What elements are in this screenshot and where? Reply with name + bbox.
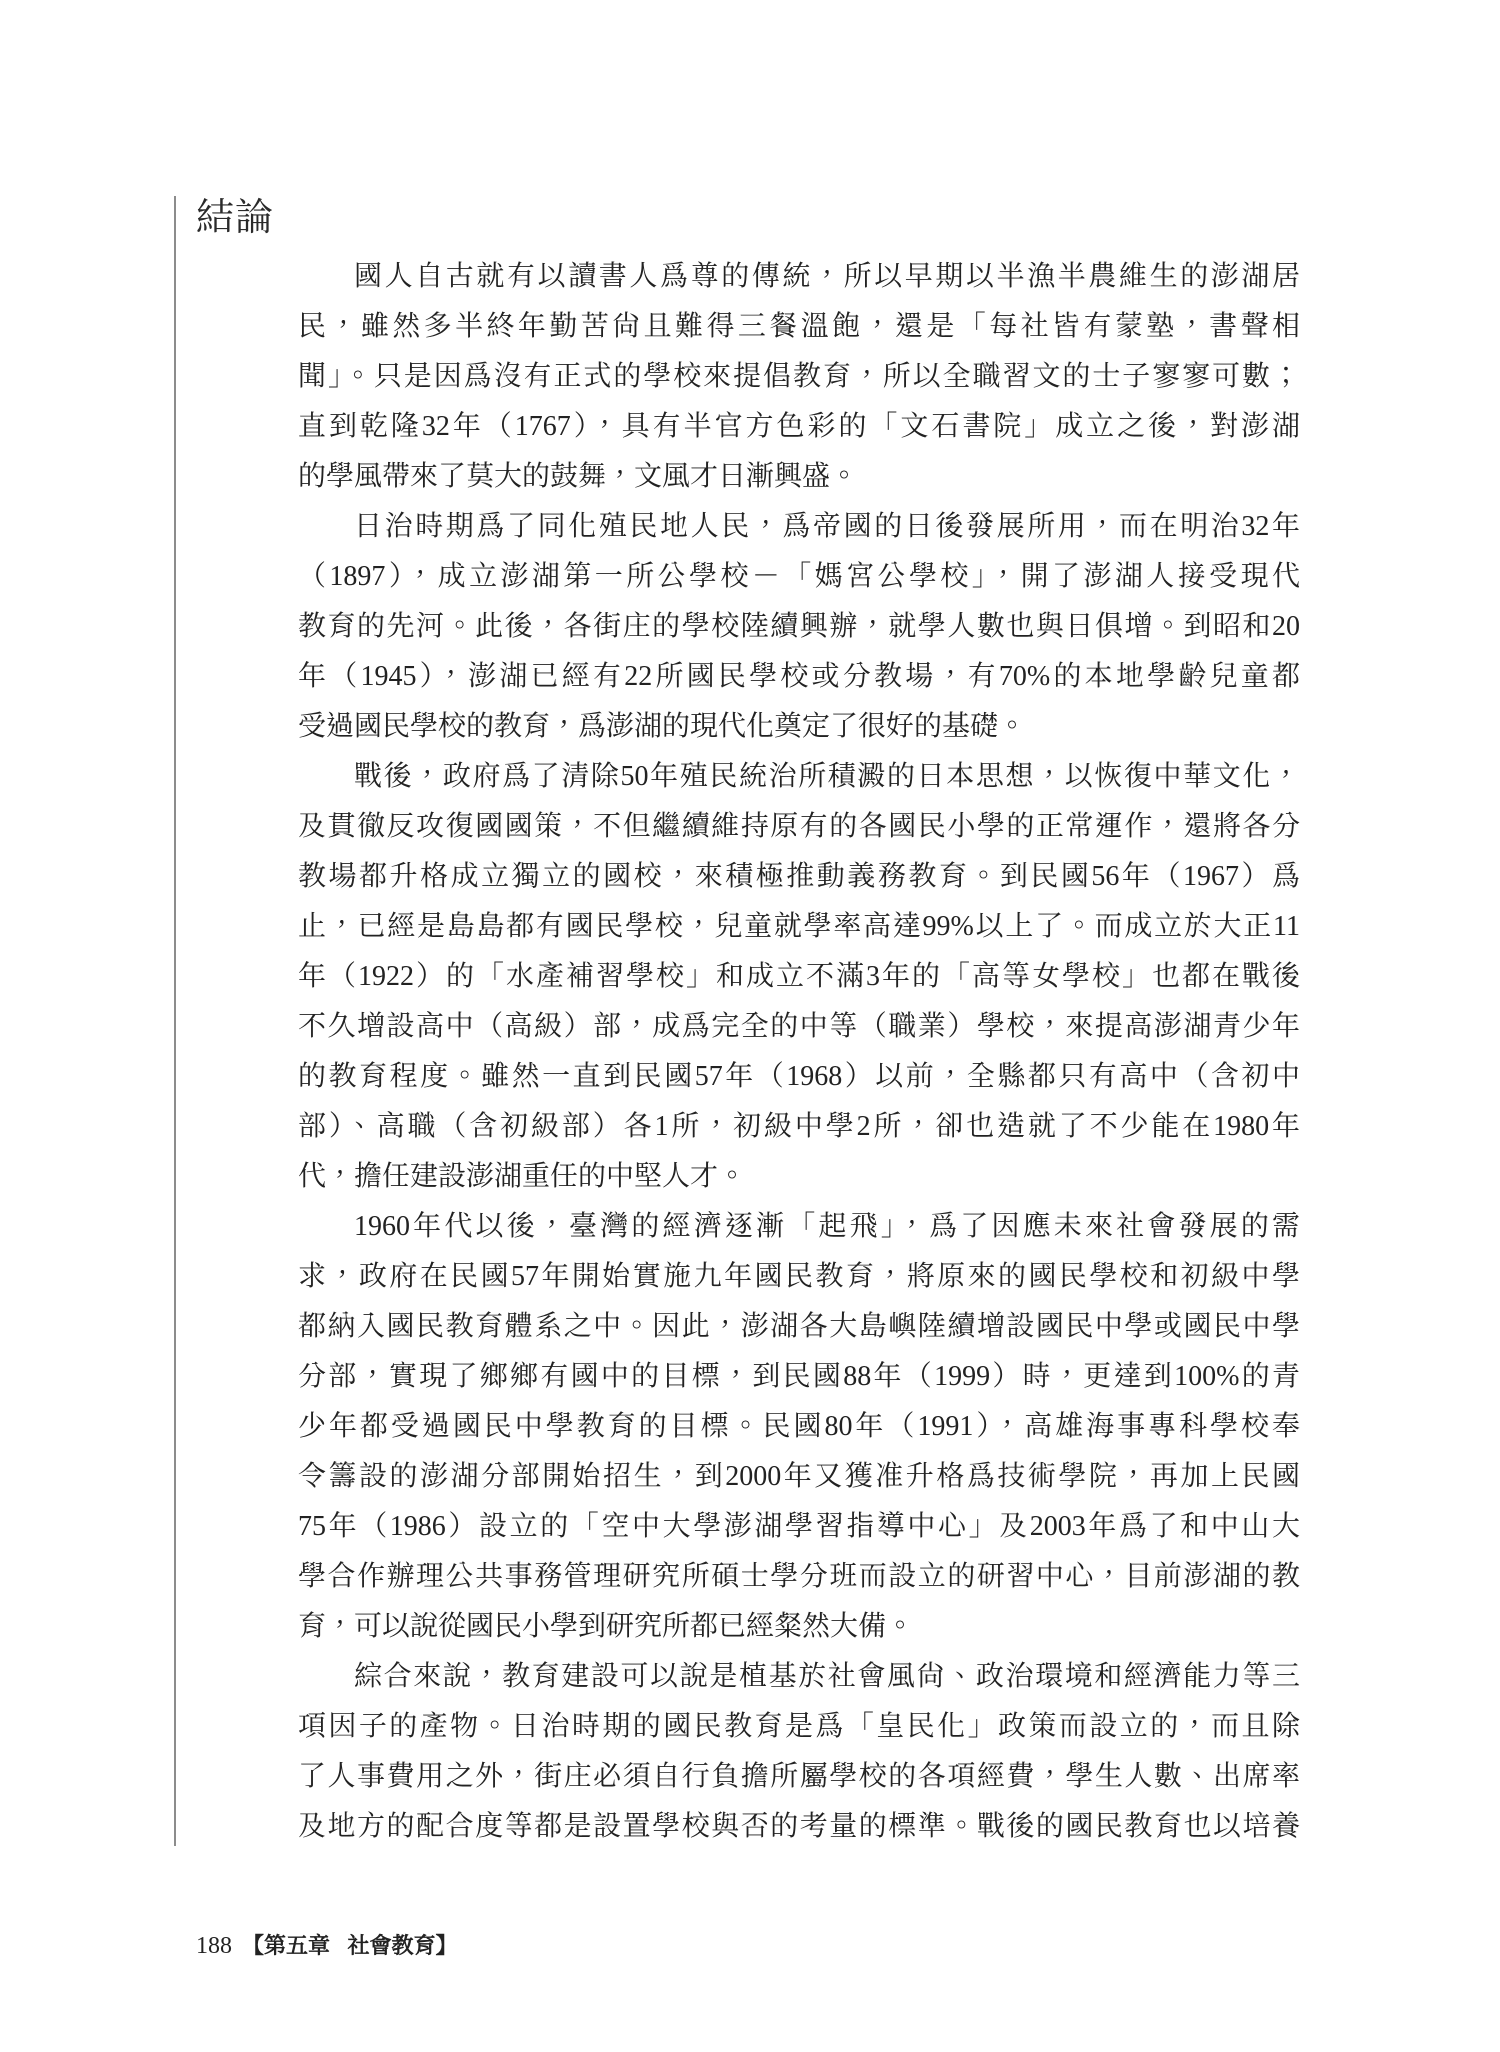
text-line: 受過國民學校的教育，爲澎湖的現代化奠定了很好的基礎。	[298, 711, 1027, 742]
text-line: 了人事費用之外，街庄必須自行負擔所屬學校的各項經費，學生人數、出席率	[298, 1761, 1300, 1792]
paragraph	[298, 752, 1300, 1202]
text-line: （1897），成立澎湖第一所公學校－「媽宮公學校」，開了澎湖人接受現代	[298, 561, 1300, 592]
body-text	[298, 252, 1300, 1852]
text-line: 年（1945），澎湖已經有22所國民學校或分教場，有70%的本地學齡兒童都	[298, 661, 1300, 692]
text-line: 年（1922）的「水產補習學校」和成立不滿3年的「高等女學校」也都在戰後	[298, 961, 1300, 992]
text-line: 令籌設的澎湖分部開始招生，到2000年又獲准升格爲技術學院，再加上民國	[298, 1461, 1300, 1492]
text-line: 教場都升格成立獨立的國校，來積極推動義務教育。到民國56年（1967）爲	[298, 861, 1300, 892]
text-line: 學合作辦理公共事務管理研究所碩士學分班而設立的研習中心，目前澎湖的教	[298, 1561, 1300, 1592]
paragraph	[298, 252, 1300, 502]
text-line: 不久增設高中（高級）部，成爲完全的中等（職業）學校，來提高澎湖青少年	[298, 1011, 1300, 1042]
text-line: 代，擔任建設澎湖重任的中堅人才。	[298, 1161, 747, 1192]
text-line: 聞」。只是因爲沒有正式的學校來提倡教育，所以全職習文的士子寥寥可數；	[298, 361, 1300, 392]
text-line: 國人自古就有以讀書人爲尊的傳統，所以早期以半漁半農維生的澎湖居	[354, 261, 1300, 292]
text-line: 求，政府在民國57年開始實施九年國民教育，將原來的國民學校和初級中學	[298, 1261, 1300, 1292]
text-line: 及貫徹反攻復國國策，不但繼續維持原有的各國民小學的正常運作，還將各分	[298, 811, 1300, 842]
text-line: 都納入國民教育體系之中。因此，澎湖各大島嶼陸續增設國民中學或國民中學	[298, 1311, 1300, 1342]
page-footer	[196, 1930, 458, 1962]
text-line: 直到乾隆32年（1767），具有半官方色彩的「文石書院」成立之後，對澎湖	[298, 411, 1300, 442]
text-line: 項因子的產物。日治時期的國民教育是爲「皇民化」政策而設立的，而且除	[298, 1711, 1300, 1742]
paragraph	[298, 1202, 1300, 1652]
text-line: 少年都受過國民中學教育的目標。民國80年（1991），高雄海事專科學校奉	[298, 1411, 1300, 1442]
text-line: 1960年代以後，臺灣的經濟逐漸「起飛」，爲了因應未來社會發展的需	[354, 1211, 1300, 1242]
text-line: 教育的先河。此後，各街庄的學校陸續興辦，就學人數也與日俱增。到昭和20	[298, 611, 1300, 642]
text-line: 止，已經是島島都有國民學校，兒童就學率高達99%以上了。而成立於大正11	[298, 911, 1300, 942]
text-line: 部）、高職（含初級部）各1所，初級中學2所，卻也造就了不少能在1980年	[298, 1111, 1300, 1142]
margin-rule	[174, 196, 176, 1846]
text-line: 綜合來說，教育建設可以說是植基於社會風尙、政治環境和經濟能力等三	[354, 1661, 1300, 1692]
text-line: 的教育程度。雖然一直到民國57年（1968）以前，全縣都只有高中（含初中	[298, 1061, 1300, 1092]
text-line: 日治時期爲了同化殖民地人民，爲帝國的日後發展所用，而在明治32年	[354, 511, 1300, 542]
paragraph	[298, 1652, 1300, 1852]
chapter-label: 【第五章 社會教育】	[242, 1933, 458, 1958]
paragraph	[298, 502, 1300, 752]
text-line: 及地方的配合度等都是設置學校與否的考量的標準。戰後的國民教育也以培養	[298, 1811, 1300, 1842]
text-line: 民，雖然多半終年勤苦尙且難得三餐溫飽，還是「每社皆有蒙塾，書聲相	[298, 311, 1300, 342]
text-line: 的學風帶來了莫大的鼓舞，文風才日漸興盛。	[298, 461, 859, 492]
text-line: 分部，實現了鄉鄉有國中的目標，到民國88年（1999）時，更達到100%的青	[298, 1361, 1300, 1392]
text-line: 育，可以說從國民小學到研究所都已經粲然大備。	[298, 1611, 915, 1642]
page-number: 188	[196, 1933, 232, 1959]
text-line: 戰後，政府爲了清除50年殖民統治所積澱的日本思想，以恢復中華文化，	[354, 761, 1300, 792]
section-heading: 結論	[196, 195, 275, 239]
text-line: 75年（1986）設立的「空中大學澎湖學習指導中心」及2003年爲了和中山大	[298, 1511, 1300, 1542]
